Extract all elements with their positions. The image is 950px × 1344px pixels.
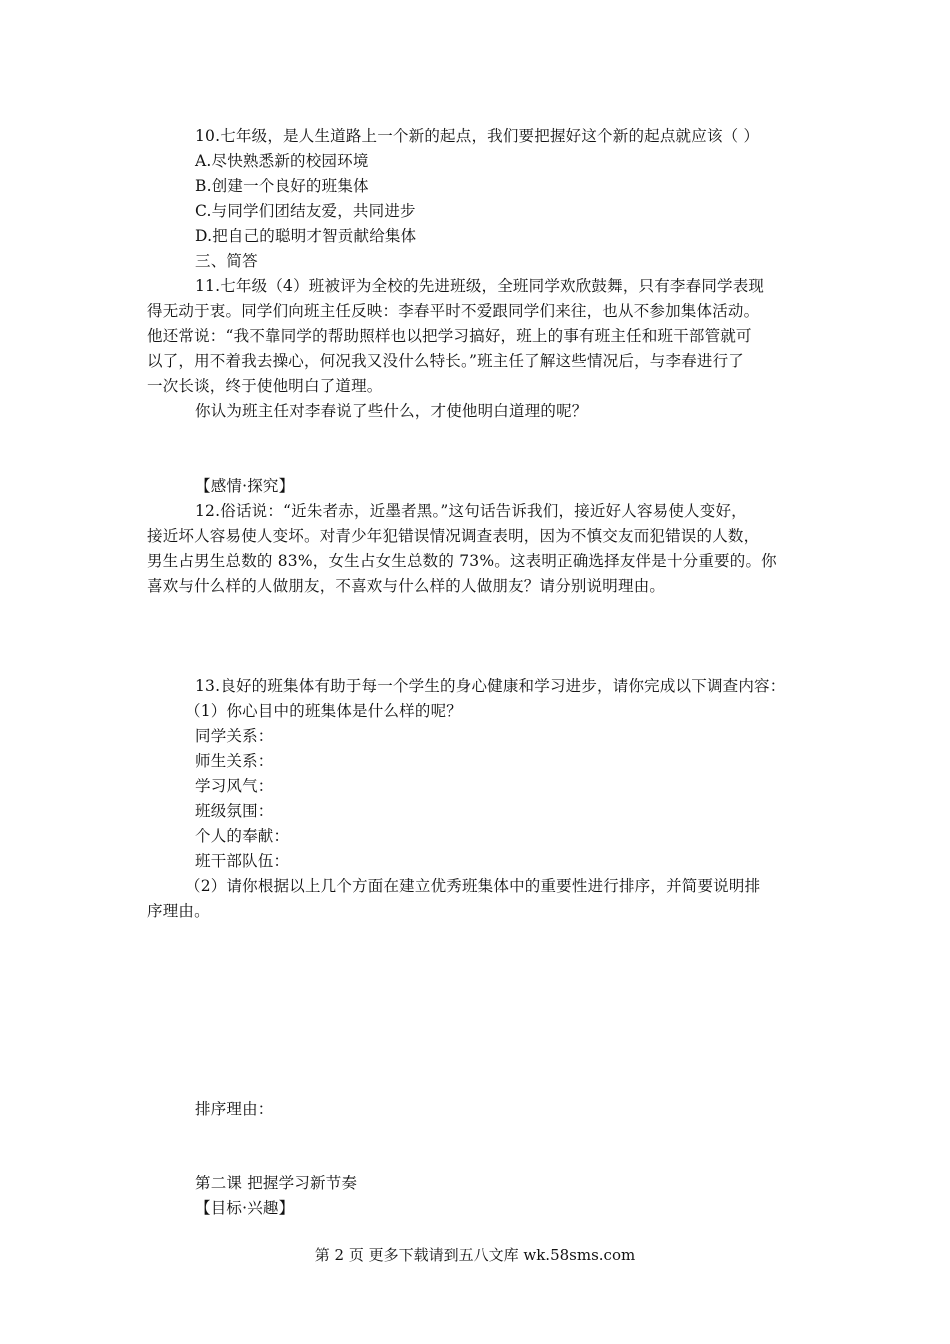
q13-field-class-cadres: 班干部队伍：	[195, 852, 290, 870]
q13-stem: 13.良好的班集体有助于每一个学生的身心健康和学习进步，请你完成以下调查内容：	[195, 677, 786, 695]
q13-field-personal-contribution: 个人的奉献：	[195, 827, 290, 845]
q11-line: 他还常说：“我不靠同学的帮助照样也以把学习搞好，班上的事有班主任和班干部管就可	[147, 327, 752, 345]
q12-line: 12.俗话说：“近朱者赤，近墨者黑。”这句话告诉我们，接近好人容易使人变好，	[195, 502, 747, 520]
q13-field-classmates: 同学关系：	[195, 727, 274, 745]
q10-stem: 10.七年级，是人生道路上一个新的起点，我们要把握好这个新的起点就应该（ ）	[195, 127, 760, 145]
q10-option-c: C.与同学们团结友爱，共同进步	[195, 202, 416, 220]
q13-part1: （1）你心目中的班集体是什么样的呢？	[185, 702, 462, 720]
q13-field-study-atmosphere: 学习风气：	[195, 777, 274, 795]
lesson-title: 第二课 把握学习新节奏	[195, 1174, 358, 1192]
section-heading-short-answer: 三、简答	[195, 252, 258, 270]
q11-line: 11.七年级（4）班被评为全校的先进班级，全班同学欢欣鼓舞，只有李春同学表现	[195, 277, 765, 295]
q13-part2-line: （2）请你根据以上几个方面在建立优秀班集体中的重要性进行排序，并简要说明排	[185, 877, 761, 895]
q10-option-b: B.创建一个良好的班集体	[195, 177, 369, 195]
q10-option-a: A.尽快熟悉新的校园环境	[195, 152, 369, 170]
ranking-reason-label: 排序理由：	[195, 1100, 274, 1118]
q12-line: 男生占男生总数的 83%，女生占女生总数的 73%。这表明正确选择友伴是十分重要的。你	[147, 552, 777, 570]
q12-line: 喜欢与什么样的人做朋友，不喜欢与什么样的人做朋友？请分别说明理由。	[147, 577, 666, 595]
q11-line: 以了，用不着我去操心，何况我又没什么特长。”班主任了解这些情况后，与李春进行了	[147, 352, 744, 370]
q13-field-teacher-student: 师生关系：	[195, 752, 274, 770]
q11-question: 你认为班主任对李春说了些什么，才使他明白道理的呢？	[195, 402, 588, 420]
q11-line: 一次长谈，终于使他明白了道理。	[147, 377, 383, 395]
q10-option-d: D.把自己的聪明才智贡献给集体	[195, 227, 417, 245]
q13-part2-line: 序理由。	[147, 902, 210, 920]
q11-line: 得无动于衷。同学们向班主任反映：李春平时不爱跟同学们来往，也从不参加集体活动。	[147, 302, 760, 320]
section-heading-emotion: 【感情·探究】	[195, 477, 295, 495]
q13-field-class-atmosphere: 班级氛围：	[195, 802, 274, 820]
q12-line: 接近坏人容易使人变坏。对青少年犯错误情况调查表明，因为不慎交友而犯错误的人数，	[147, 527, 760, 545]
section-heading-goal: 【目标·兴趣】	[195, 1199, 295, 1217]
page-footer: 第 2 页 更多下载请到五八文库 wk.58sms.com	[314, 1246, 636, 1264]
